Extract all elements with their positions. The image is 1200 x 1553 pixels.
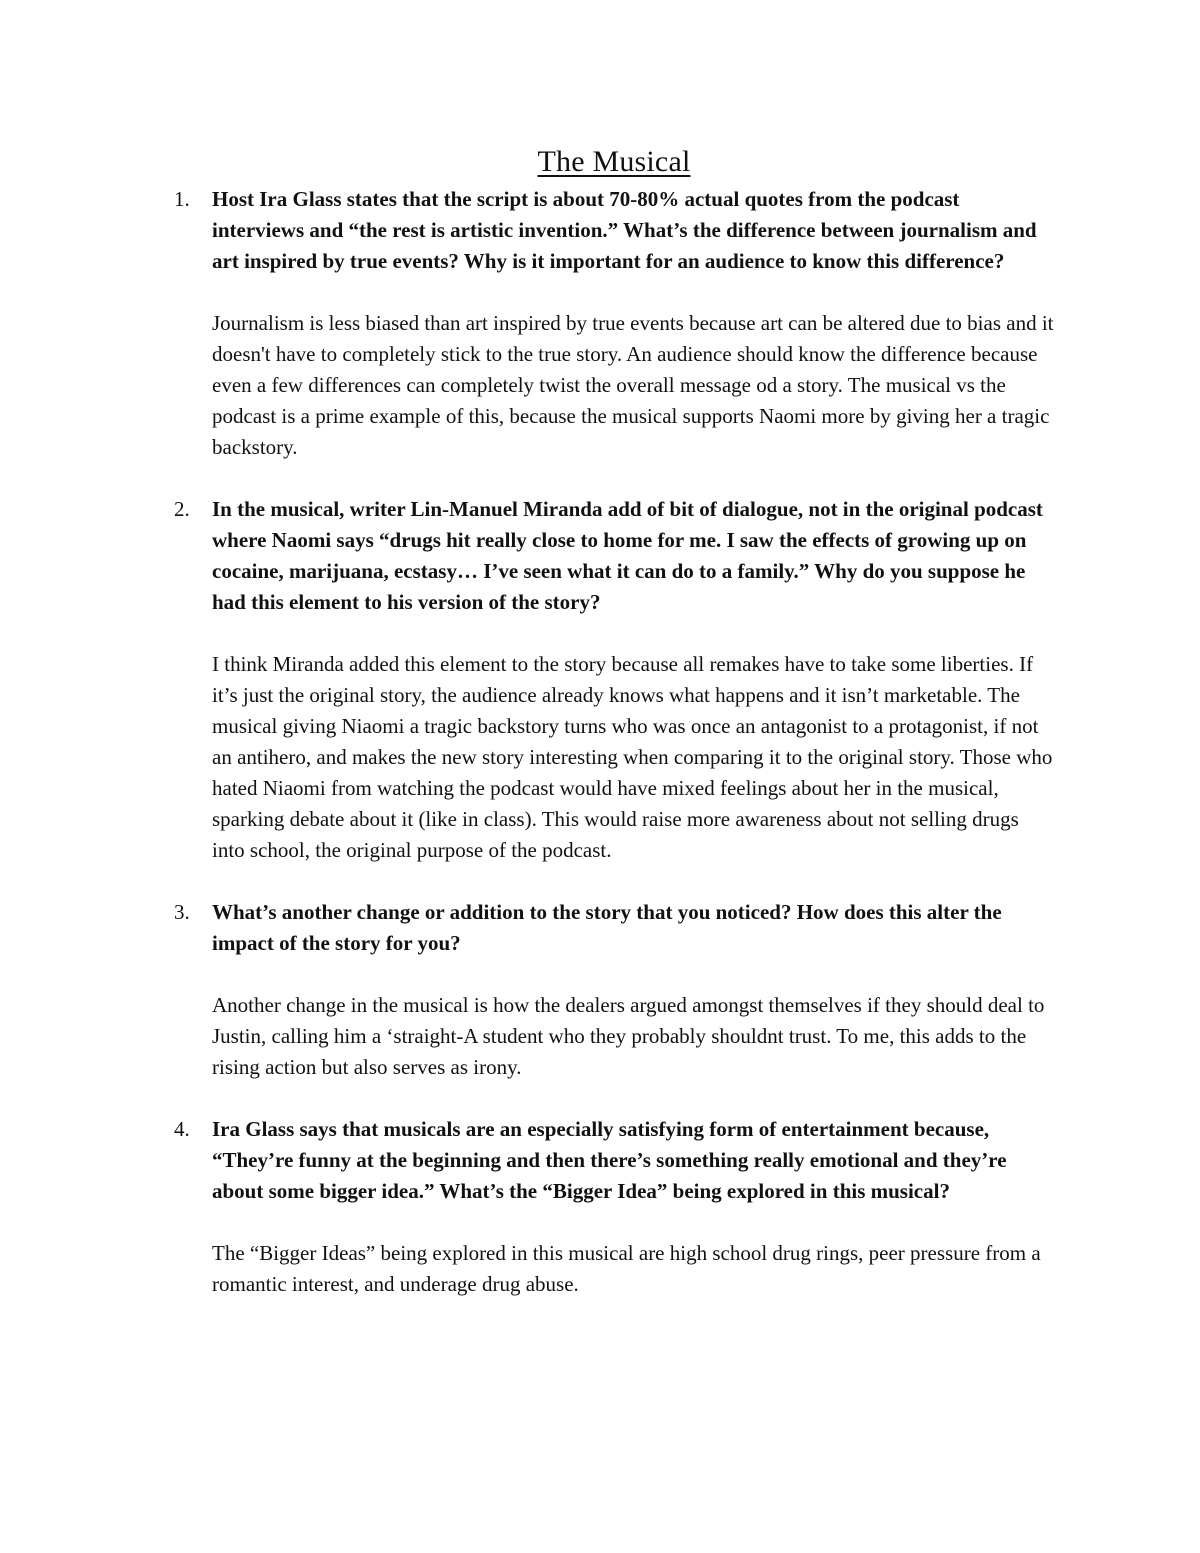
spacer bbox=[212, 1083, 1054, 1114]
question-text: What’s another change or addition to the story that you noticed? How does this alter the impact of the story for you? bbox=[212, 900, 1002, 955]
question-text: In the musical, writer Lin-Manuel Miranda add of bit of dialogue, not in the original podcast where Naomi says “drugs hit really close to home for me. I saw the effects of growing up on cocaine, marijuana, ecstasy… I’ve seen what it can do to a family.” Why do you suppose he had this element to his version of the story? bbox=[212, 497, 1043, 614]
document-body bbox=[174, 142, 1054, 1300]
question-number: 1. bbox=[174, 187, 190, 211]
question-list bbox=[174, 184, 1054, 1300]
question-number: 4. bbox=[174, 1117, 190, 1141]
question-item-2 bbox=[174, 494, 1054, 897]
answer-text: I think Miranda added this element to the story because all remakes have to take some liberties. If it’s just the original story, the audience already knows what happens and it isn’t marketable. The musical giving Niaomi a tragic backstory turns who was once an antagonist to a protagonist, if not an antihero, and makes the new story interesting when comparing it to the original story. Those who hated Niaomi from watching the podcast would have mixed feelings about her in the musical, sparking debate about it (like in class). This would raise more awareness about not selling drugs into school, the original purpose of the podcast. bbox=[212, 652, 1053, 862]
question-item-1 bbox=[174, 184, 1054, 494]
question-item-4 bbox=[174, 1114, 1054, 1300]
question-item-3 bbox=[174, 897, 1054, 1114]
question-number: 3. bbox=[174, 900, 190, 924]
spacer bbox=[212, 866, 1054, 897]
answer-text: The “Bigger Ideas” being explored in this musical are high school drug rings, peer pressure from a romantic interest, and underage drug abuse. bbox=[212, 1241, 1041, 1296]
answer-text: Journalism is less biased than art inspired by true events because art can be altered due to bias and it doesn't have to completely stick to the true story. An audience should know the difference because even a few differences can completely twist the overall message od a story. The musical vs the podcast is a prime example of this, because the musical supports Naomi more by giving her a tragic backstory. bbox=[212, 311, 1054, 459]
page-title: The Musical bbox=[537, 145, 691, 178]
question-text: Ira Glass says that musicals are an especially satisfying form of entertainment because, “They’re funny at the beginning and then there’s something really emotional and they’re about some bigger idea.” What’s the “Bigger Idea” being explored in this musical? bbox=[212, 1117, 1007, 1203]
answer-text: Another change in the musical is how the dealers argued amongst themselves if they should deal to Justin, calling him a ‘straight-A student who they probably shouldnt trust. To me, this adds to the rising action but also serves as irony. bbox=[212, 993, 1045, 1079]
question-text: Host Ira Glass states that the script is about 70-80% actual quotes from the podcast interviews and “the rest is artistic invention.” What’s the difference between journalism and art inspired by true events? Why is it important for an audience to know this difference? bbox=[212, 187, 1037, 273]
spacer bbox=[212, 463, 1054, 494]
question-number: 2. bbox=[174, 497, 190, 521]
